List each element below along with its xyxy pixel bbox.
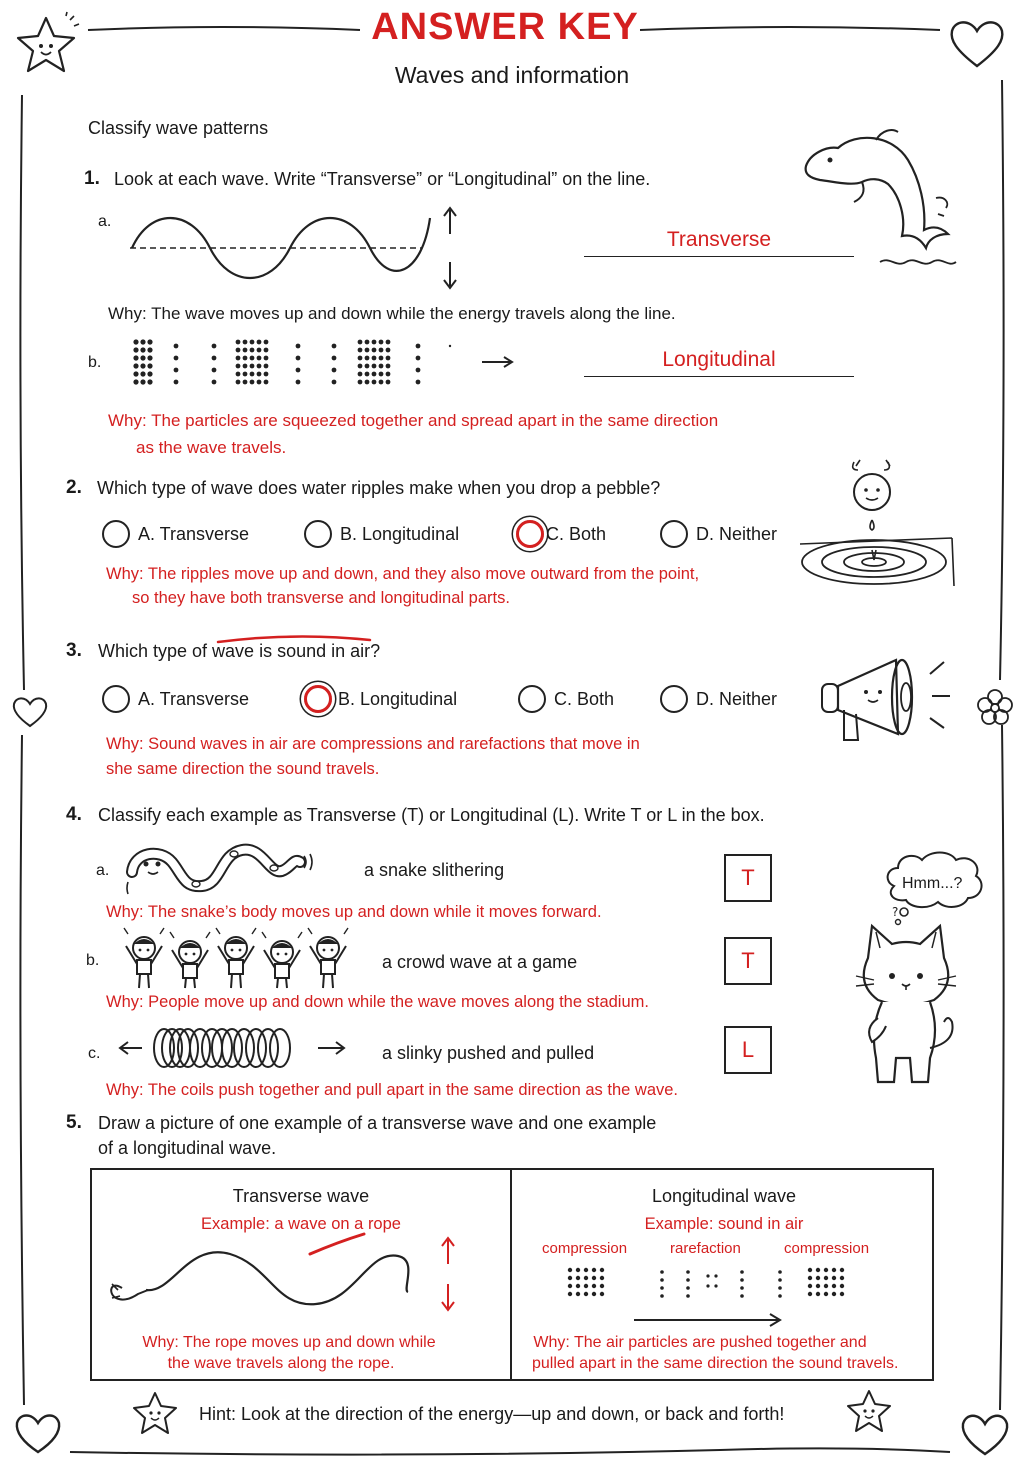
particle-dot — [133, 339, 138, 344]
particle-dot — [296, 380, 301, 385]
particle-dot — [147, 363, 152, 368]
particle-dot — [133, 371, 138, 376]
particle-dot — [840, 1284, 844, 1288]
particle-dot — [576, 1268, 580, 1272]
particle-dot — [778, 1270, 782, 1274]
particle-dot — [257, 348, 262, 353]
longitudinal-panel-why-line2: pulled apart in the same direction the sound travels. — [532, 1355, 899, 1372]
particle-dot — [592, 1284, 596, 1288]
particle-dot — [257, 364, 262, 369]
particle-dot — [840, 1276, 844, 1280]
particle-dot — [706, 1274, 709, 1277]
section-title: Classify wave patterns — [88, 118, 269, 138]
particle-dot — [832, 1268, 836, 1272]
particle-dot — [358, 380, 363, 385]
particle-dot — [140, 379, 145, 384]
q4-prompt: Classify each example as Transverse (T) or Longitudinal (L). Write T or L in the box. — [98, 805, 765, 825]
particle-dot — [358, 372, 363, 377]
particle-dot — [365, 372, 370, 377]
radio-circle[interactable] — [304, 520, 332, 548]
particle-dot — [257, 380, 262, 385]
particle-dot — [386, 340, 391, 345]
transverse-wave-drawing — [126, 204, 466, 294]
radio-circle[interactable] — [660, 685, 688, 713]
hint-text: Hint: Look at the direction of the energy—up and down, or back and forth! — [199, 1404, 785, 1424]
particle-dot — [600, 1268, 604, 1272]
particle-dot — [358, 356, 363, 361]
q4c-answer-box[interactable]: L — [724, 1026, 772, 1074]
q4c-label: a slinky pushed and pulled — [382, 1043, 595, 1063]
star-icon — [12, 12, 80, 76]
particle-dot — [257, 372, 262, 377]
particle-dot — [250, 356, 255, 361]
particle-dot — [212, 380, 217, 385]
particle-dot — [660, 1286, 664, 1290]
particle-dot — [264, 380, 269, 385]
particle-dot — [778, 1286, 782, 1290]
particle-dot — [147, 379, 152, 384]
particle-dot — [600, 1276, 604, 1280]
cat-icon — [848, 905, 960, 1088]
option-label: D. Neither — [696, 688, 778, 709]
q2-option-c[interactable] — [516, 520, 606, 548]
particle-dot — [416, 380, 421, 385]
particle-dot — [264, 348, 269, 353]
particle-dot — [174, 356, 179, 361]
snake-icon — [124, 838, 318, 900]
particle-dot — [449, 345, 451, 347]
q1b-letter: b. — [88, 354, 102, 371]
heart-icon — [10, 694, 50, 730]
q5-prompt-line1: Draw a picture of one example of a transverse wave and one example — [98, 1113, 657, 1133]
particle-dot — [660, 1278, 664, 1282]
particle-dot — [332, 344, 337, 349]
particle-dot — [365, 356, 370, 361]
particle-dot — [660, 1270, 664, 1274]
q3-why-line1: Why: Sound waves in air are compressions and rarefactions that move in — [106, 735, 640, 753]
particle-dot — [740, 1278, 744, 1282]
particle-dot — [824, 1268, 828, 1272]
particle-dot — [832, 1292, 836, 1296]
particle-dot — [568, 1284, 572, 1288]
crowd-wave-icon — [110, 924, 350, 996]
rope-wave-drawing — [102, 1224, 502, 1324]
particle-dot — [257, 340, 262, 345]
particle-dot — [816, 1284, 820, 1288]
particle-dot — [824, 1276, 828, 1280]
particle-dot — [386, 380, 391, 385]
q1-prompt: Look at each wave. Write “Transverse” or “Longitudinal” on the line. — [114, 169, 651, 189]
q2-number: 2. — [66, 477, 82, 498]
particle-dot — [250, 340, 255, 345]
q2-option-a[interactable] — [102, 520, 249, 548]
particle-dot — [174, 380, 179, 385]
q4b-why: Why: People move up and down while the wave moves along the stadium. — [106, 993, 649, 1011]
air-particles-drawing — [552, 1258, 912, 1328]
particle-dot — [133, 363, 138, 368]
transverse-panel-why-line2: the wave travels along the rope. — [167, 1355, 395, 1372]
particle-dot — [386, 356, 391, 361]
particle-dot — [840, 1292, 844, 1296]
q2-prompt: Which type of wave does water ripples make when you drop a pebble? — [97, 478, 661, 498]
heart-icon — [12, 1410, 64, 1458]
water-ripple-icon — [796, 458, 960, 588]
transverse-panel — [90, 1168, 512, 1381]
particle-dot — [416, 368, 421, 373]
particle-dot — [243, 380, 248, 385]
particle-dot — [686, 1286, 690, 1290]
particle-dot — [824, 1292, 828, 1296]
q2-option-d[interactable] — [660, 520, 777, 548]
particle-dot — [714, 1284, 717, 1287]
thought-bubble-text: Hmm...? — [902, 875, 963, 892]
particle-dot — [250, 364, 255, 369]
particle-dot — [832, 1284, 836, 1288]
radio-circle[interactable] — [102, 520, 130, 548]
slinky-coil — [258, 1029, 278, 1067]
particle-dot — [133, 347, 138, 352]
answer-key-title: ANSWER KEY — [371, 6, 639, 48]
option-label: C. Both — [554, 688, 615, 709]
q4b-answer-box[interactable]: T — [724, 937, 772, 985]
particle-dot — [740, 1294, 744, 1298]
particle-dot — [714, 1274, 717, 1277]
q4a-letter: a. — [96, 862, 110, 879]
particle-dot — [365, 380, 370, 385]
person-icon — [308, 928, 348, 988]
heart-icon — [958, 1410, 1012, 1460]
q4c-letter: c. — [88, 1045, 101, 1062]
longitudinal-panel-title: Longitudinal wave — [651, 1186, 797, 1206]
person-icon — [124, 928, 164, 988]
option-label: B. Longitudinal — [340, 523, 460, 544]
particle-dot — [250, 380, 255, 385]
particle-dot — [600, 1284, 604, 1288]
particle-dot — [379, 364, 384, 369]
particle-dot — [212, 344, 217, 349]
q4c-why: Why: The coils push together and pull apart in the same direction as the wave. — [106, 1081, 679, 1099]
transverse-panel-title: Transverse wave — [232, 1186, 370, 1206]
particle-dot — [358, 348, 363, 353]
particle-dot — [824, 1284, 828, 1288]
particle-dot — [332, 356, 337, 361]
particle-dot — [332, 380, 337, 385]
particle-dot — [296, 368, 301, 373]
q1b-why-line2: as the wave travels. — [136, 438, 287, 457]
longitudinal-panel — [510, 1168, 934, 1381]
particle-dot — [386, 364, 391, 369]
q1b-answer: Longitudinal — [584, 348, 854, 377]
q4b-letter: b. — [86, 952, 100, 969]
particle-dot — [568, 1268, 572, 1272]
option-label: A. Transverse — [138, 523, 250, 544]
particle-dot — [147, 371, 152, 376]
particle-dot — [358, 340, 363, 345]
particle-dot — [600, 1292, 604, 1296]
particle-dot — [212, 368, 217, 373]
particle-dot — [147, 339, 152, 344]
particle-dot — [236, 348, 241, 353]
person-icon — [170, 932, 210, 988]
particle-dot — [372, 364, 377, 369]
particle-dot — [250, 348, 255, 353]
particle-dot — [816, 1292, 820, 1296]
q3-option-b[interactable] — [304, 685, 457, 713]
particle-dot — [416, 344, 421, 349]
particle-dot — [264, 364, 269, 369]
particle-dot — [296, 344, 301, 349]
radio-circle-selected[interactable] — [304, 685, 332, 713]
transverse-panel-why-line1: Why: The rope moves up and down while — [142, 1334, 436, 1351]
option-label: B. Longitudinal — [338, 688, 458, 709]
q3-prompt: Which type of wave is sound in air? — [98, 641, 381, 661]
radio-circle[interactable] — [102, 685, 130, 713]
q1a-letter: a. — [98, 213, 112, 230]
particle-dot — [592, 1292, 596, 1296]
radio-circle[interactable] — [660, 520, 688, 548]
q2-option-b[interactable] — [304, 520, 459, 548]
particle-dot — [686, 1278, 690, 1282]
radio-circle[interactable] — [518, 685, 546, 713]
option-label: A. Transverse — [138, 688, 250, 709]
option-label: C. Both — [546, 523, 607, 544]
q3-why-line2: she same direction the sound travels. — [106, 760, 380, 778]
particle-dot — [140, 363, 145, 368]
particle-dot — [584, 1276, 588, 1280]
particle-dot — [372, 340, 377, 345]
q4a-why: Why: The snake’s body moves up and down while it moves forward. — [106, 903, 602, 921]
longitudinal-panel-why-line1: Why: The air particles are pushed together and — [533, 1334, 867, 1351]
particle-dot — [296, 356, 301, 361]
particle-dot — [264, 356, 269, 361]
particle-dot — [243, 348, 248, 353]
q1-number: 1. — [84, 168, 100, 189]
person-icon — [262, 932, 302, 988]
particle-dot — [174, 368, 179, 373]
q4b-label: a crowd wave at a game — [382, 952, 578, 972]
particle-dot — [778, 1294, 782, 1298]
q3-number: 3. — [66, 640, 82, 661]
particle-dot — [576, 1276, 580, 1280]
particle-dot — [236, 340, 241, 345]
slinky-coil — [270, 1029, 290, 1067]
flower-icon — [974, 686, 1016, 728]
particle-dot — [808, 1284, 812, 1288]
particle-dot — [236, 364, 241, 369]
q2-why-line2: so they have both transverse and longitudinal parts. — [132, 589, 510, 607]
particle-dot — [832, 1276, 836, 1280]
slinky-coil — [234, 1029, 254, 1067]
q1b-why-line1: Why: The particles are squeezed together and spread apart in the same direction — [108, 411, 719, 430]
transverse-panel-example: Example: a wave on a rope — [201, 1215, 401, 1233]
particle-dot — [140, 339, 145, 344]
star-icon — [130, 1390, 180, 1436]
particle-dot — [568, 1292, 572, 1296]
particle-dot — [592, 1268, 596, 1272]
q3-option-d[interactable] — [660, 685, 777, 713]
q1a-answer: Transverse — [584, 228, 854, 257]
particle-dot — [174, 344, 179, 349]
option-label: D. Neither — [696, 523, 778, 544]
particle-dot — [808, 1292, 812, 1296]
particle-dot — [365, 364, 370, 369]
particle-dot — [236, 356, 241, 361]
particle-dot — [147, 347, 152, 352]
particle-dot — [365, 348, 370, 353]
svg-text:?: ? — [892, 905, 899, 919]
dolphin-icon — [796, 126, 962, 272]
particle-dot — [236, 372, 241, 377]
q2-why-line1: Why: The ripples move up and down, and they also move outward from the point, — [106, 565, 700, 583]
q5-prompt-line2: of a longitudinal wave. — [98, 1138, 277, 1158]
particle-dot — [576, 1284, 580, 1288]
q3-option-c[interactable] — [518, 685, 614, 713]
particle-dot — [379, 348, 384, 353]
particle-dot — [778, 1278, 782, 1282]
direction-arrow — [634, 1314, 780, 1326]
particle-dot — [379, 372, 384, 377]
particle-dot — [243, 372, 248, 377]
particle-dot — [592, 1276, 596, 1280]
longitudinal-particles-drawing — [128, 338, 528, 386]
particle-dot — [133, 379, 138, 384]
particle-dot — [147, 355, 152, 360]
particle-dot — [133, 355, 138, 360]
particle-dot — [584, 1268, 588, 1272]
highlight-stroke — [214, 632, 374, 646]
particle-dot — [358, 364, 363, 369]
particle-dot — [740, 1270, 744, 1274]
particle-dot — [257, 356, 262, 361]
particle-dot — [264, 340, 269, 345]
particle-dot — [840, 1268, 844, 1272]
particle-dot — [243, 356, 248, 361]
star-icon — [844, 1388, 894, 1434]
particle-dot — [372, 372, 377, 377]
particle-dot — [372, 356, 377, 361]
particle-dot — [808, 1268, 812, 1272]
particle-dot — [140, 347, 145, 352]
particle-dot — [386, 348, 391, 353]
particle-dot — [379, 356, 384, 361]
longitudinal-panel-example: Example: sound in air — [644, 1215, 804, 1233]
radio-circle-selected[interactable] — [516, 520, 544, 548]
particle-dot — [386, 372, 391, 377]
slinky-coil — [190, 1029, 210, 1067]
particle-dot — [236, 380, 241, 385]
slinky-icon — [116, 1022, 352, 1072]
particle-dot — [584, 1292, 588, 1296]
particle-dot — [140, 355, 145, 360]
particle-dot — [686, 1270, 690, 1274]
particle-dot — [243, 340, 248, 345]
particle-dot — [660, 1294, 664, 1298]
q1a-why: Why: The wave moves up and down while the energy travels along the line. — [108, 304, 676, 323]
particle-dot — [379, 340, 384, 345]
slinky-coil — [246, 1029, 266, 1067]
particle-dot — [243, 364, 248, 369]
megaphone-icon — [816, 648, 958, 746]
q3-option-a[interactable] — [102, 685, 249, 713]
person-icon — [216, 928, 256, 988]
worksheet-subtitle: Waves and information — [394, 62, 630, 88]
particle-dot — [372, 348, 377, 353]
particle-dot — [416, 356, 421, 361]
direction-arrow — [482, 357, 512, 367]
particle-dot — [816, 1268, 820, 1272]
particle-dot — [576, 1292, 580, 1296]
particle-dot — [140, 371, 145, 376]
particle-dot — [740, 1286, 744, 1290]
q4-number: 4. — [66, 804, 82, 825]
q5-number: 5. — [66, 1112, 82, 1133]
compression-label: compression — [784, 1240, 870, 1257]
q4a-answer-box[interactable]: T — [724, 854, 772, 902]
particle-dot — [250, 372, 255, 377]
particle-dot — [379, 380, 384, 385]
particle-dot — [365, 340, 370, 345]
particle-dot — [212, 356, 217, 361]
particle-dot — [568, 1276, 572, 1280]
rarefaction-label: rarefaction — [670, 1240, 741, 1257]
particle-dot — [816, 1276, 820, 1280]
compression-label: compression — [542, 1240, 628, 1257]
particle-dot — [706, 1284, 709, 1287]
heart-icon — [946, 16, 1008, 72]
particle-dot — [332, 368, 337, 373]
particle-dot — [372, 380, 377, 385]
particle-dot — [584, 1284, 588, 1288]
particle-dot — [808, 1276, 812, 1280]
q4a-label: a snake slithering — [364, 860, 505, 880]
particle-dot — [264, 372, 269, 377]
particle-dot — [686, 1294, 690, 1298]
